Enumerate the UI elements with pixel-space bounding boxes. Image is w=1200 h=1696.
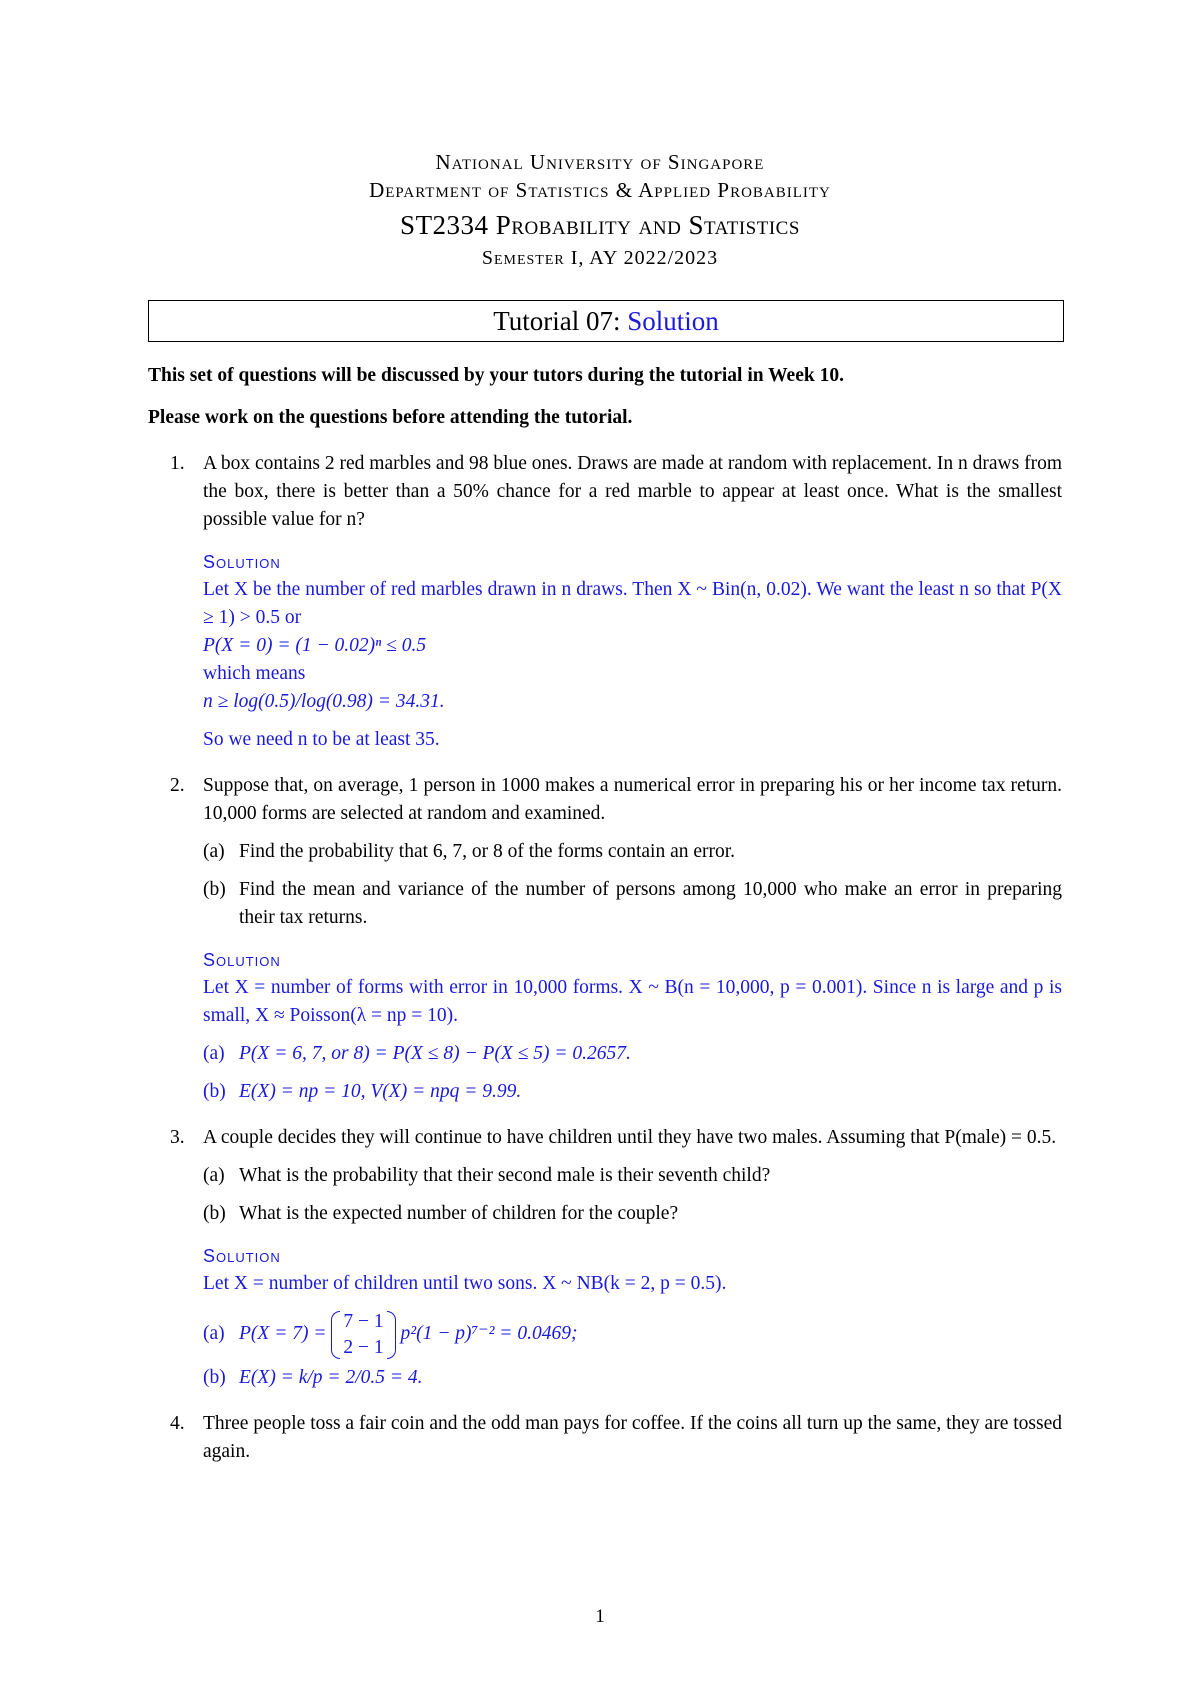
university-name: National University of Singapore (435, 150, 765, 174)
solution-text: Let X = number of children until two sons. X ~ NB(k = 2, p = 0.5). (203, 1273, 727, 1294)
subquestion-a (203, 1162, 1062, 1190)
intro-line-1: This set of questions will be discussed by your tutors during the tutorial in Week 10. (148, 365, 844, 386)
question-text: A couple decides they will continue to have children until they have two males. Assuming that P(male) = 0.5. (203, 1127, 1057, 1148)
solution-conclusion: So we need n to be at least 35. (203, 729, 440, 750)
course-title: ST2334 Probability and Statistics (400, 210, 800, 240)
solution-text: Let X be the number of red marbles drawn in n draws. Then X ~ Bin(n, 0.02). We want the least n so that P(X ≥ 1) > 0.5 or (203, 579, 1062, 628)
subquestion-label: (a) (203, 841, 225, 862)
solution-text: Let X = number of forms with error in 10,000 forms. X ~ B(n = 10,000, p = 0.001). Since n is large and p is small, X ≈ Poisson(λ = np = 10). (203, 977, 1062, 1026)
solution-heading: Solution (203, 950, 281, 970)
binomial-top: 7 − 1 (343, 1310, 384, 1332)
tutorial-title: Tutorial 07: (493, 306, 621, 336)
subquestion-label: (b) (203, 1203, 226, 1224)
subquestion-text: What is the probability that their second male is their seventh child? (239, 1165, 771, 1186)
question-4 (148, 1410, 1062, 1466)
solution-part-a (203, 1306, 1062, 1362)
binomial-coefficient (331, 1309, 395, 1361)
solution-equation: n ≥ log(0.5)/log(0.98) = 34.31. (203, 691, 445, 712)
solution-label: (a) (203, 1323, 225, 1344)
solution-equation: P(X = 7) = (239, 1323, 327, 1344)
question-number: 1. (170, 453, 185, 474)
solution-label: (b) (203, 1367, 226, 1388)
question-number: 3. (170, 1127, 185, 1148)
solution-part-b (203, 1364, 1062, 1392)
department-name: Department of Statistics & Applied Probability (369, 178, 831, 202)
solution-part-b (203, 1078, 1062, 1106)
solution-equation: E(X) = np = 10, V(X) = npq = 9.99. (239, 1081, 522, 1102)
tutorial-title-box (148, 300, 1064, 342)
solution-equation: P(X = 0) = (1 − 0.02)ⁿ ≤ 0.5 (203, 635, 427, 656)
subquestion-label: (b) (203, 879, 226, 900)
solution-equation: p²(1 − p)⁷⁻² = 0.0469; (400, 1323, 578, 1344)
subquestion-text: Find the probability that 6, 7, or 8 of the forms contain an error. (239, 841, 736, 862)
solution-part-a (203, 1040, 1062, 1068)
solution-block (203, 1242, 1062, 1392)
question-text: Suppose that, on average, 1 person in 1000 makes a numerical error in preparing his or her income tax return. 10,000 forms are selected at random and examined. (203, 775, 1062, 824)
question-text: A box contains 2 red marbles and 98 blue ones. Draws are made at random with replacement. In n draws from the box, there is better than a 50% chance for a red marble to appear at least once. What is the smallest possible value for n? (203, 453, 1062, 530)
semester-info: Semester I, AY 2022/2023 (481, 247, 719, 269)
question-number: 2. (170, 775, 185, 796)
binomial-bottom: 2 − 1 (343, 1336, 384, 1358)
subquestion-b (203, 876, 1062, 932)
solution-block (203, 548, 1062, 754)
question-1 (148, 450, 1062, 754)
document-header (0, 148, 1200, 272)
solution-text: which means (203, 663, 306, 684)
solution-heading: Solution (203, 1246, 281, 1266)
subquestion-text: Find the mean and variance of the number of persons among 10,000 who make an error in preparing their tax returns. (239, 879, 1062, 928)
tutorial-title-highlight: Solution (627, 306, 719, 336)
intro-line-2: Please work on the questions before attending the tutorial. (148, 407, 633, 428)
subquestion-label: (a) (203, 1165, 225, 1186)
subquestion-a (203, 838, 1062, 866)
subquestion-b (203, 1200, 1062, 1228)
solution-equation: E(X) = k/p = 2/0.5 = 4. (239, 1367, 423, 1388)
question-text: Three people toss a fair coin and the odd man pays for coffee. If the coins all turn up the same, they are tossed again. (203, 1413, 1062, 1462)
question-number: 4. (170, 1413, 185, 1434)
question-2 (148, 772, 1062, 1106)
solution-heading: Solution (203, 552, 281, 572)
document-body (148, 362, 1062, 1466)
solution-label: (a) (203, 1043, 225, 1064)
solution-equation: P(X = 6, 7, or 8) = P(X ≤ 8) − P(X ≤ 5) = 0.2657. (239, 1043, 631, 1064)
question-3 (148, 1124, 1062, 1392)
solution-label: (b) (203, 1081, 226, 1102)
solution-block (203, 946, 1062, 1106)
subquestion-text: What is the expected number of children for the couple? (239, 1203, 679, 1224)
page-number: 1 (595, 1606, 605, 1627)
